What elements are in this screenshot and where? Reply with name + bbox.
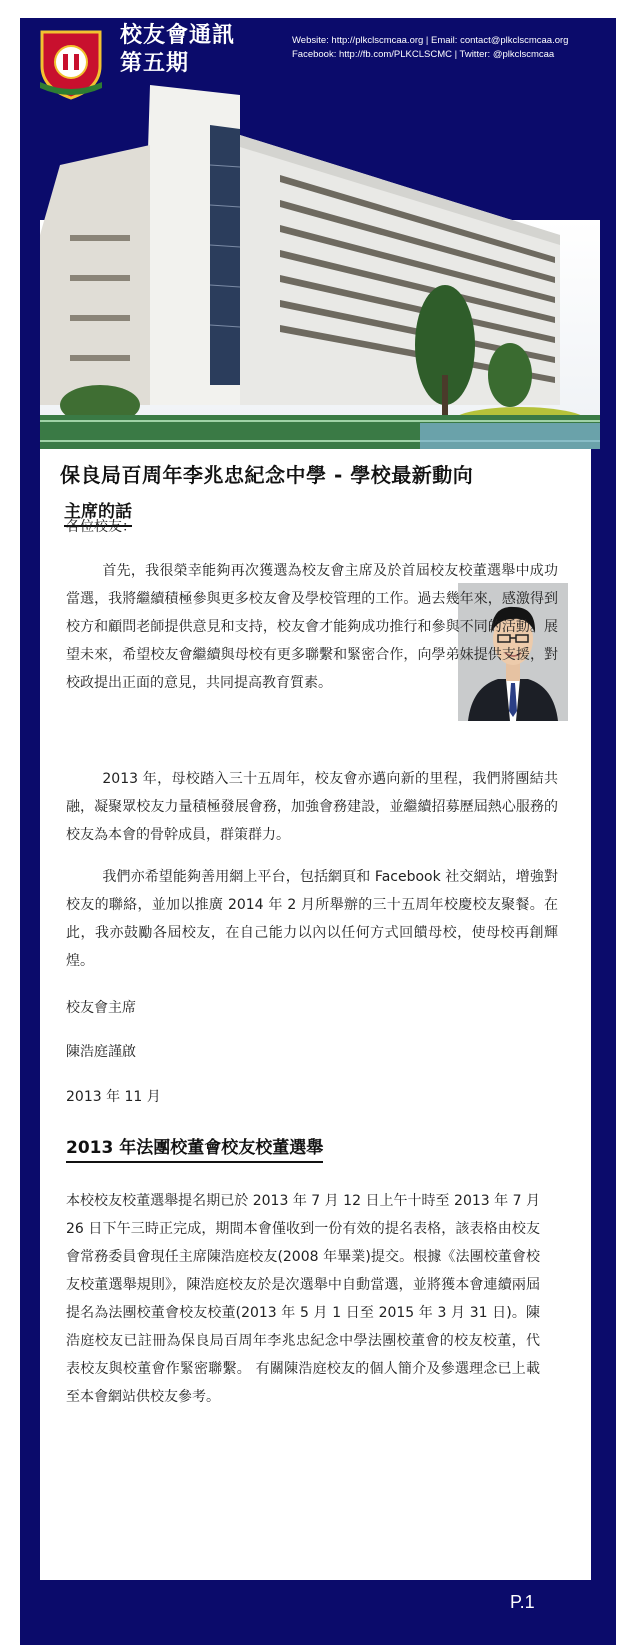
chairman-salutation: 各位校友： [66,519,136,535]
masthead-title-line1: 校友會通訊 [120,23,236,48]
masthead-title [120,22,235,78]
chairman-paragraph-1: 首先，我很榮幸能夠再次獲選為校友會主席及於首屆校友校董選舉中成功當選，我將繼續積極參與更多校友會及學校管理的工作。過去幾年來，感激得到校方和顧問老師提供意見和支持，校友會才能夠成功推行和參與不同的活動。展望未來，希望校友會繼續與母校有更多聯繫和緊密合作，向學弟妹提供支援，對校政提出正面的意見，共同提高教育質素。 [66,563,558,691]
masthead-title-line2: 第五期 [120,51,190,76]
contact-line-website: Website: http://plkclscmcaa.org | Email: contact@plkclscmcaa.org [292,35,569,46]
headline: 保良局百周年李兆忠紀念中學 - 學校最新動向 [60,463,474,487]
election-body: 本校校友校董選舉提名期已於 2013 年 7 月 12 日上午十時至 2013 年 7 月 26 日下午三時正完成，期間本會僅收到一份有效的提名表格，該表格由校友會常務委員會現任主席陳浩庭校友(2008 年畢業)提交。根據《法團校董會校友校董選舉規則》，陳浩庭校友於是次選舉中自動當選，並將獲本會連續兩屆提名為法團校董會校友校董(2013 年 5 月 1 日至 2015 年 3 月 31 日)。陳浩庭校友已註冊為保良局百周年李兆忠紀念中學法團校董會的校友校董，代表校友與校董會作緊密聯繫。 有關陳浩庭校友的個人簡介及參選理念已上載至本會網站供校友參考。 [66,1193,540,1405]
contact-line-social: Facebook: http://fb.com/PLKCLSCMC | Twitter: @plkclscmcaa [292,49,555,60]
signature-role: 校友會主席 [66,1000,136,1016]
signature-date: 2013 年 11 月 [66,1089,161,1105]
chairman-section-title: 主席的話 [64,497,132,527]
masthead-contact [292,34,568,62]
content-panel [40,449,591,1580]
school-building-photo [40,85,600,449]
chairman-paragraph-2: 2013 年，母校踏入三十五周年，校友會亦邁向新的里程，我們將團結共融，凝聚眾校友力量積極發展會務，加強會務建設，並繼續招募歷屆熱心服務的校友為本會的骨幹成員，群策群力。 [66,771,558,843]
page-number: P.1 [510,1592,535,1612]
signature-name: 陳浩庭謹啟 [66,1044,136,1060]
election-section-title: 2013 年法團校董會校友校董選舉 [66,1133,323,1163]
chairman-paragraph-3: 我們亦希望能夠善用網上平台，包括網頁和 Facebook 社交網站，增強對校友的聯絡，並加以推廣 2014 年 2 月所舉辦的三十五周年校慶校友聚餐。在此，我亦鼓勵各屆校友，在自己能力以內以任何方式回饋母校，使母校再創輝煌。 [66,869,558,969]
